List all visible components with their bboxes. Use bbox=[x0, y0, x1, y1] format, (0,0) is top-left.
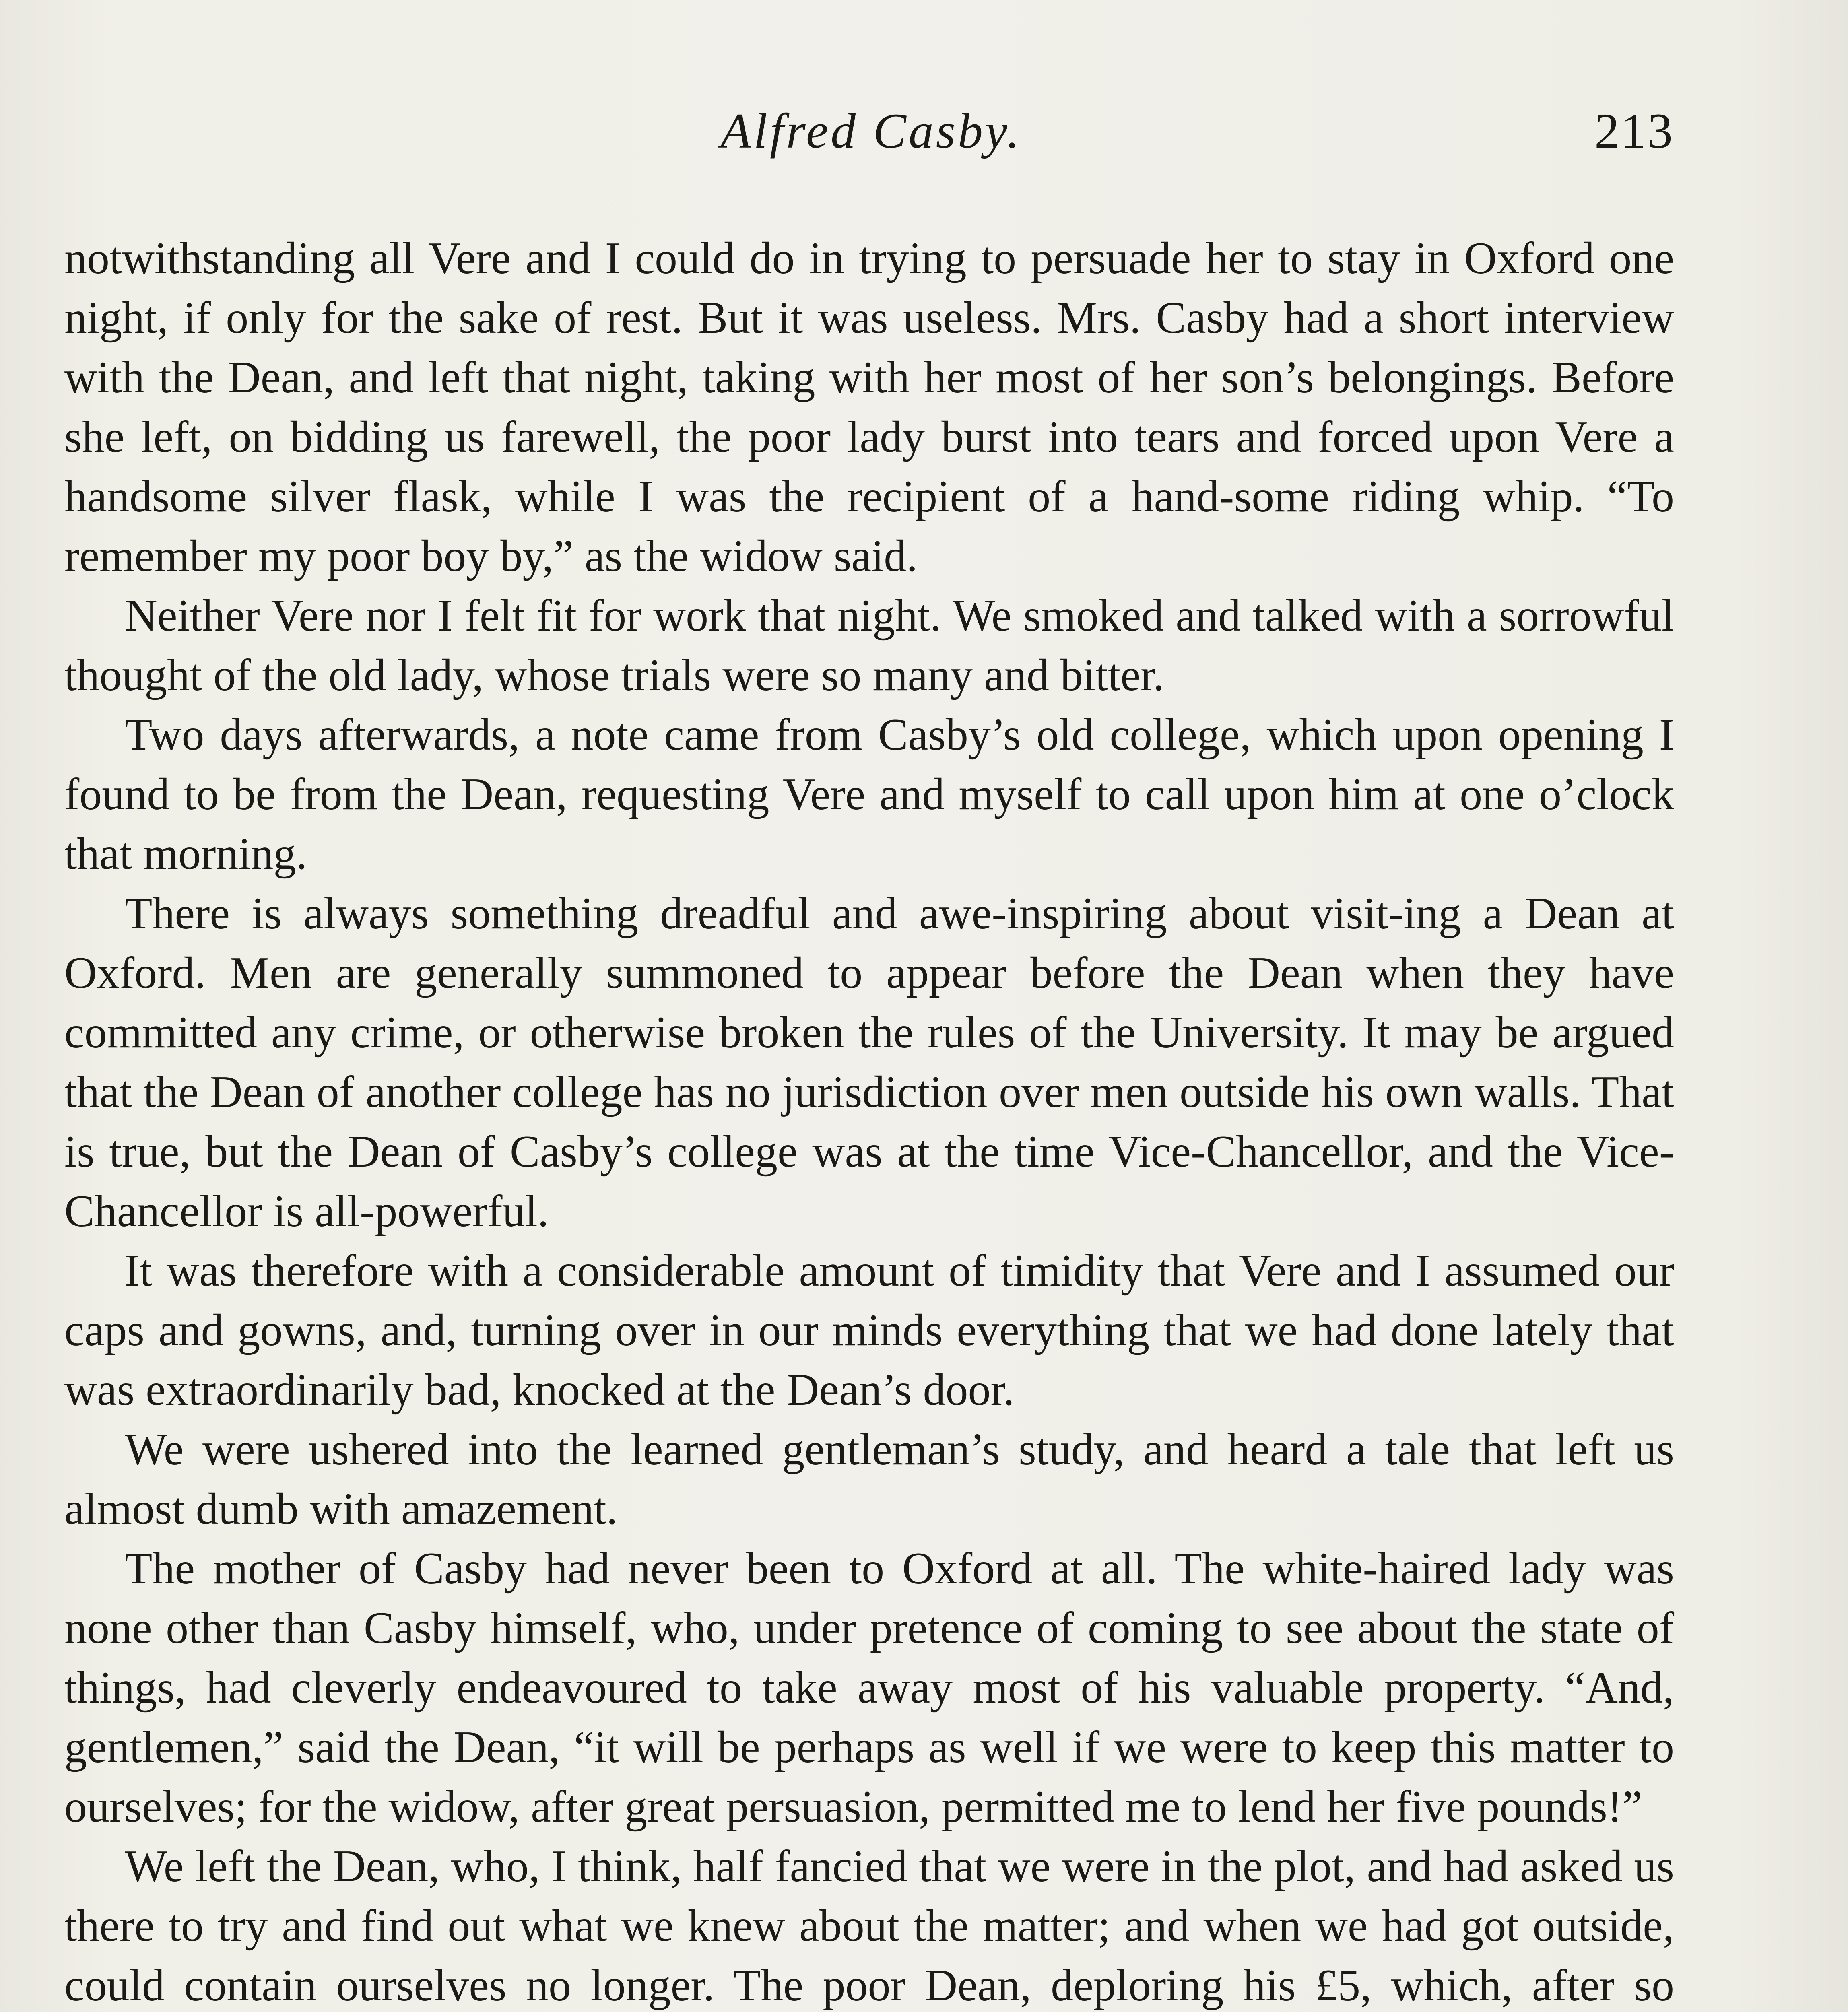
body-text bbox=[64, 229, 1674, 2012]
page-number: 213 bbox=[1594, 103, 1674, 159]
paragraph: We left the Dean, who, I think, half fancied that we were in the plot, and had asked us there to try and find out what we knew about the matter; and when we had got outside, could contain ourselves no longer. The poor Dean, deploring his £5, which, after so bbox=[64, 1841, 1674, 2010]
running-head bbox=[68, 103, 1674, 171]
paragraph: Two days afterwards, a note came from Casby’s old college, which upon opening I found to be from the Dean, requesting Vere and myself to call upon him at one o’clock that morning. bbox=[64, 710, 1674, 879]
paragraph: We were ushered into the learned gentleman’s study, and heard a tale that left us almost dumb with amazement. bbox=[64, 1424, 1674, 1534]
running-title: Alfred Casby. bbox=[720, 103, 1022, 159]
paragraph: There is always something dreadful and awe-inspiring about visit-ing a Dean at Oxford. Men are generally summoned to appear before the Dean when they have committed any crime, or otherwise broken the rules of the University. It may be argued that the Dean of another college has no jurisdiction over men outside his own walls. That is true, but the Dean of Casby’s college was at the time Vice-Chancellor, and the Vice-Chancellor is all-powerful. bbox=[64, 888, 1674, 1236]
paragraph: It was therefore with a considerable amount of timidity that Vere and I assumed our caps and gowns, and, turning over in our minds everything that we had done lately that was extraordinarily bad, knocked at the Dean’s door. bbox=[64, 1246, 1674, 1415]
paragraph: The mother of Casby had never been to Oxford at all. The white-haired lady was none other than Casby himself, who, under pretence of coming to see about the state of things, had cleverly endeavoured to take away most of his valuable property. “And, gentlemen,” said the Dean, “it will be perhaps as well if we were to keep this matter to ourselves; for the widow, after great persuasion, permitted me to lend her five pounds!” bbox=[64, 1544, 1674, 1832]
paragraph: notwithstanding all Vere and I could do in trying to persuade her to stay in Oxford one night, if only for the sake of rest. But it was useless. Mrs. Casby had a short interview with the Dean, and left that night, taking with her most of her son’s belongings. Before she left, on bidding us farewell, the poor lady burst into tears and forced upon Vere a handsome silver flask, while I was the recipient of a hand-some riding whip. “To remember my poor boy by,” as the widow said. bbox=[64, 233, 1674, 581]
paragraph: Neither Vere nor I felt fit for work that night. We smoked and talked with a sorrowful thought of the old lady, whose trials were so many and bitter. bbox=[64, 591, 1674, 700]
